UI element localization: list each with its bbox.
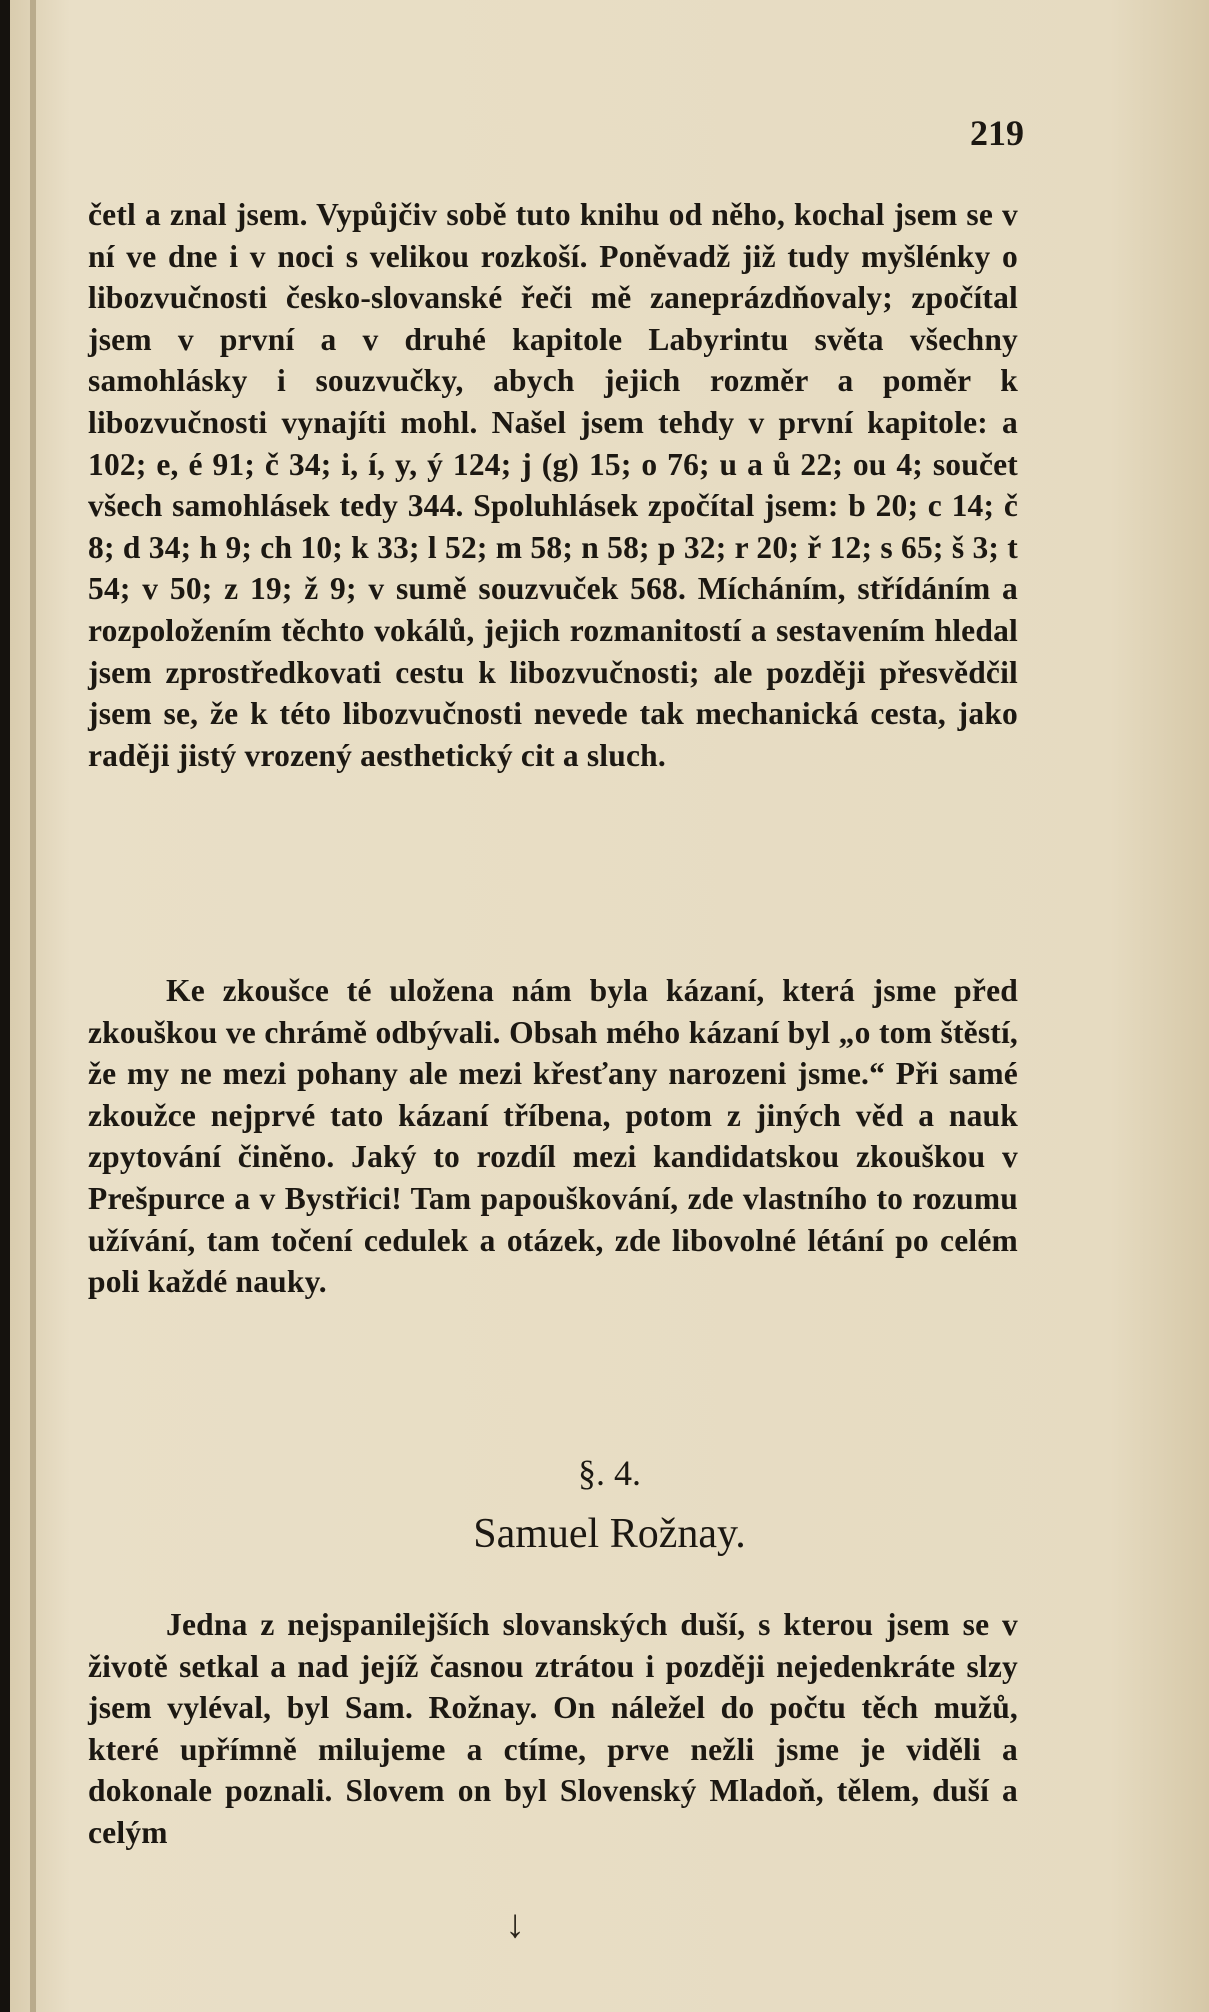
text-block-top — [88, 194, 1018, 776]
paragraph: četl a znal jsem. Vypůjčiv sobě tuto knihu od něho, kochal jsem se v ní ve dne i v noci s velikou rozkoší. Poněvadž již tudy myšlénky o libozvučnosti česko-slovanské řeči mě zaneprázdňovaly; zpočítal jsem v první a v druhé kapitole Labyrintu světa všechny samohlásky i souzvučky, abych jejich rozměr a poměr k libozvučnosti vynajíti mohl. Našel jsem tehdy v první kapitole: a 102; e, é 91; č 34; i, í, y, ý 124; j (g) 15; o 76; u a ů 22; ou 4; součet všech samohlásek tedy 344. Spoluhlásek zpočítal jsem: b 20; c 14; č 8; d 34; h 9; ch 10; k 33; l 52; m 58; n 58; p 32; r 20; ř 12; s 65; š 3; t 54; v 50; z 19; ž 9; v sumě souzvuček 568. Mícháním, střídáním a rozpoložením těchto vokálů, jejich rozmanitostí a sestavením hledal jsem zprostředkovati cestu k libozvučnosti; ale později přesvědčil jsem se, že k této libozvučnosti nevede tak mechanická cesta, jako raději jistý vrozený aesthetický cit a sluch. — [88, 197, 1018, 773]
text-block-bottom — [88, 1604, 1018, 1854]
paragraph: Jedna z nejspanilejších slovanských duší, s kterou jsem se v životě setkal a nad jejíž časnou ztrátou i později nejedenkráte slzy jsem vyléval, byl Sam. Rožnay. On náležel do počtu těch mužů, které upřímně milujeme a ctíme, prve nežli jsme je viděli a dokonale poznali. Slovem on byl Slovenský Mladoň, tělem, duší a celým — [88, 1607, 1018, 1850]
catchword-mark: ↓ — [505, 1901, 525, 1946]
page-spine-edge — [30, 0, 36, 2012]
book-page — [10, 0, 1209, 2012]
page-number: 219 — [970, 113, 1024, 153]
text-block-middle — [88, 970, 1018, 1303]
paragraph: Ke zkoušce té uložena nám byla kázaní, která jsme před zkouškou ve chrámě odbývali. Obsah mého kázaní byl „o tom štěstí, že my ne mezi pohany ale mezi křesťany narozeni jsme.“ Při samé zkoužce nejprvé tato kázaní tříbena, potom z jiných věd a nauk zpytování činěno. Jaký to rozdíl mezi kandidatskou zkouškou v Prešpurce a v Bystřici! Tam papouškování, zde vlastního to rozumu užívání, tam točení cedulek a otázek, zde libovolné létání po celém poli každé nauky. — [88, 973, 1018, 1300]
section-number: §. 4. — [578, 1453, 641, 1493]
section-title: Samuel Rožnay. — [473, 1511, 746, 1557]
